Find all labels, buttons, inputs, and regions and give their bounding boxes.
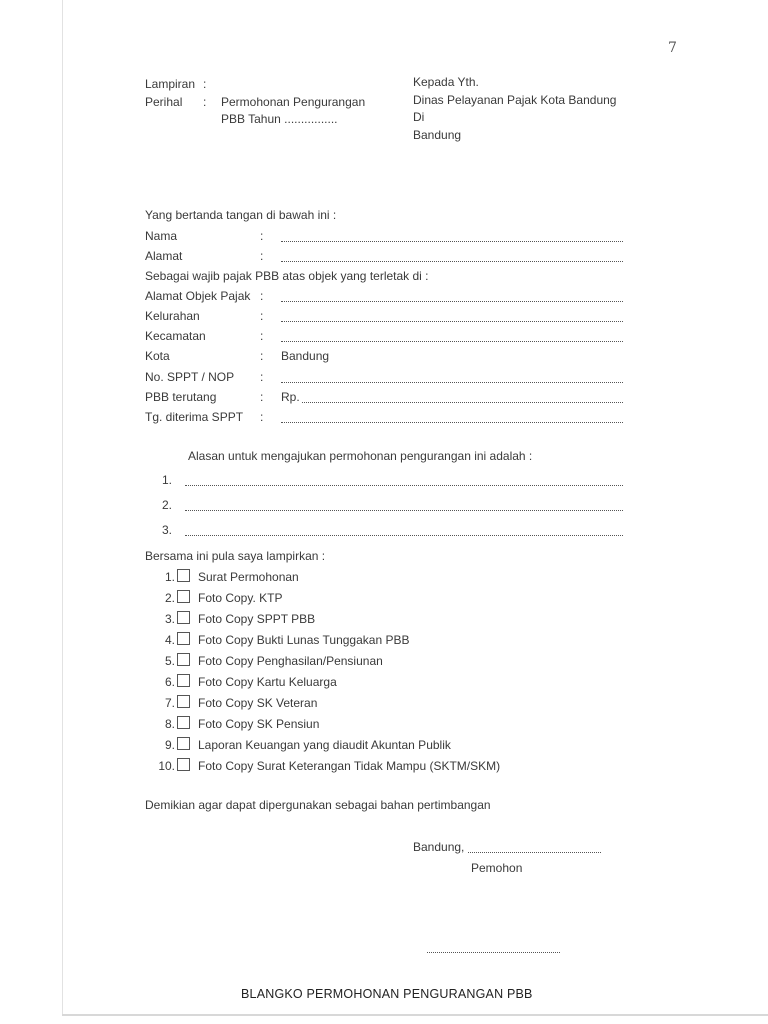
field-label-tgl-sppt: Tg. diterima SPPT bbox=[145, 410, 244, 424]
reason-line-2[interactable] bbox=[185, 510, 623, 511]
attachment-number: 6. bbox=[164, 675, 175, 689]
field-line-kecamatan[interactable] bbox=[281, 341, 623, 342]
attachment-checkbox-6[interactable] bbox=[177, 674, 190, 687]
attachment-number: 9. bbox=[164, 738, 175, 752]
attachment-number: 10. bbox=[158, 759, 175, 773]
attachment-number: 2. bbox=[164, 591, 175, 605]
attachment-label-6: Foto Copy Kartu Keluarga bbox=[198, 675, 337, 689]
field-line-alamat-objek[interactable] bbox=[281, 301, 623, 302]
attachment-number: 3. bbox=[164, 612, 175, 626]
field-colon: : bbox=[260, 249, 264, 263]
attachment-checkbox-8[interactable] bbox=[177, 716, 190, 729]
field-value-kota: Bandung bbox=[281, 349, 330, 363]
perihal-line-2: PBB Tahun ................ bbox=[221, 112, 338, 126]
attachment-checkbox-5[interactable] bbox=[177, 653, 190, 666]
reason-number-1: 1. bbox=[162, 473, 173, 487]
attachment-label-4: Foto Copy Bukti Lunas Tunggakan PBB bbox=[198, 633, 410, 647]
attachment-checkbox-10[interactable] bbox=[177, 758, 190, 771]
field-label-kecamatan: Kecamatan bbox=[145, 329, 206, 343]
field-line-alamat[interactable] bbox=[281, 261, 623, 262]
field-colon: : bbox=[260, 329, 264, 343]
attachment-label-8: Foto Copy SK Pensiun bbox=[198, 717, 320, 731]
field-colon: : bbox=[260, 229, 264, 243]
signature-date-line[interactable] bbox=[468, 852, 601, 853]
recipient-line-4: Bandung bbox=[413, 128, 462, 142]
attachment-label-5: Foto Copy Penghasilan/Pensiunan bbox=[198, 654, 383, 668]
perihal-label: Perihal bbox=[145, 95, 183, 109]
signature-place: Bandung, bbox=[413, 840, 465, 854]
signature-name-line[interactable] bbox=[427, 952, 560, 953]
object-intro-text: Sebagai wajib pajak PBB atas objek yang terletak di : bbox=[145, 269, 429, 283]
reason-number-2: 2. bbox=[162, 498, 173, 512]
field-label-kelurahan: Kelurahan bbox=[145, 309, 200, 323]
attachment-checkbox-4[interactable] bbox=[177, 632, 190, 645]
field-line-nop[interactable] bbox=[281, 382, 623, 383]
field-colon: : bbox=[260, 309, 264, 323]
attachment-number: 4. bbox=[164, 633, 175, 647]
field-label-alamat-objek: Alamat Objek Pajak bbox=[145, 289, 251, 303]
field-line-nama[interactable] bbox=[281, 241, 623, 242]
recipient-line-2: Dinas Pelayanan Pajak Kota Bandung bbox=[413, 93, 617, 107]
lampiran-label: Lampiran bbox=[145, 77, 196, 91]
attachment-checkbox-2[interactable] bbox=[177, 590, 190, 603]
recipient-line-3: Di bbox=[413, 110, 425, 124]
reason-line-3[interactable] bbox=[185, 535, 623, 536]
attachment-number: 1. bbox=[164, 570, 175, 584]
attachment-number: 7. bbox=[164, 696, 175, 710]
field-line-kelurahan[interactable] bbox=[281, 321, 623, 322]
reasons-intro-text: Alasan untuk mengajukan permohonan pengurangan ini adalah : bbox=[188, 449, 533, 463]
field-line-pbb-terutang[interactable] bbox=[302, 402, 623, 403]
perihal-colon: : bbox=[203, 95, 207, 109]
reason-line-1[interactable] bbox=[185, 485, 623, 486]
attachment-number: 8. bbox=[164, 717, 175, 731]
intro-text: Yang bertanda tangan di bawah ini : bbox=[145, 208, 337, 222]
attachment-checkbox-1[interactable] bbox=[177, 569, 190, 582]
attachment-number: 5. bbox=[164, 654, 175, 668]
page-edge bbox=[62, 1014, 768, 1016]
attachment-label-9: Laporan Keuangan yang diaudit Akuntan Publik bbox=[198, 738, 451, 752]
attachment-label-2: Foto Copy. KTP bbox=[198, 591, 283, 605]
field-label-pbb-terutang: PBB terutang bbox=[145, 390, 217, 404]
page-number: 7 bbox=[668, 40, 677, 56]
recipient-line-1: Kepada Yth. bbox=[413, 75, 479, 89]
attachment-label-1: Surat Permohonan bbox=[198, 570, 299, 584]
reason-number-3: 3. bbox=[162, 523, 173, 537]
attachment-label-7: Foto Copy SK Veteran bbox=[198, 696, 318, 710]
signature-role: Pemohon bbox=[471, 861, 523, 875]
field-colon: : bbox=[260, 289, 264, 303]
field-colon: : bbox=[260, 410, 264, 424]
lampiran-colon: : bbox=[203, 77, 207, 91]
field-colon: : bbox=[260, 349, 264, 363]
field-line-tgl-sppt[interactable] bbox=[281, 422, 623, 423]
field-label-alamat: Alamat bbox=[145, 249, 183, 263]
attachment-checkbox-9[interactable] bbox=[177, 737, 190, 750]
field-colon: : bbox=[260, 390, 264, 404]
field-label-nop: No. SPPT / NOP bbox=[145, 370, 235, 384]
attachment-label-10: Foto Copy Surat Keterangan Tidak Mampu (SKTM/SKM) bbox=[198, 759, 501, 773]
field-label-kota: Kota bbox=[145, 349, 170, 363]
attachment-checkbox-3[interactable] bbox=[177, 611, 190, 624]
field-colon: : bbox=[260, 370, 264, 384]
perihal-line-1: Permohonan Pengurangan bbox=[221, 95, 366, 109]
field-value-rp: Rp. bbox=[281, 390, 300, 404]
attachments-intro-text: Bersama ini pula saya lampirkan : bbox=[145, 549, 326, 563]
attachment-checkbox-7[interactable] bbox=[177, 695, 190, 708]
form-title: BLANGKO PERMOHONAN PENGURANGAN PBB bbox=[241, 987, 533, 1001]
closing-text: Demikian agar dapat dipergunakan sebagai bahan pertimbangan bbox=[145, 798, 491, 812]
field-label-nama: Nama bbox=[145, 229, 178, 243]
attachment-label-3: Foto Copy SPPT PBB bbox=[198, 612, 316, 626]
